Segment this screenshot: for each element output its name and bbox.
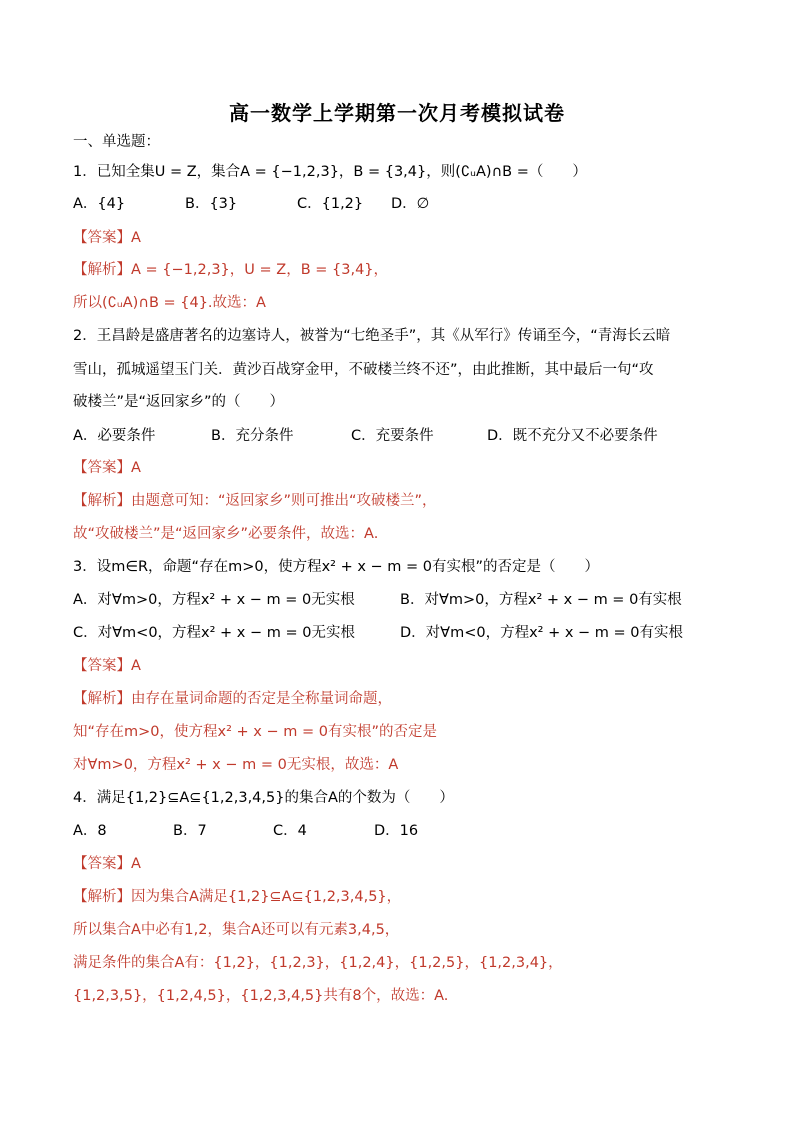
q4-analysis-line2: 所以集合A中必有1,2，集合A还可以有元素3,4,5， bbox=[73, 922, 400, 938]
q3-options-row1 bbox=[73, 590, 682, 610]
q2-stem-line2: 雪山，孤城遥望玉门关．黄沙百战穿金甲，不破楼兰终不还”，由此推断，其中最后一句“攻 bbox=[73, 362, 654, 378]
q3-option-d: D．对∀m<0，方程x² + x − m = 0有实根 bbox=[400, 625, 684, 641]
q1-options bbox=[73, 194, 429, 214]
q4-option-a: A．8 bbox=[73, 823, 107, 839]
q2-options bbox=[73, 426, 658, 446]
q4-analysis-line4: {1,2,3,5}，{1,2,4,5}，{1,2,3,4,5}共有8个，故选：A. bbox=[73, 988, 449, 1004]
q3-options-row2 bbox=[73, 623, 683, 643]
q4-option-c: C．4 bbox=[273, 823, 307, 839]
q3-option-a: A．对∀m>0，方程x² + x − m = 0无实根 bbox=[73, 592, 355, 608]
q3-analysis-line1: 【解析】由存在量词命题的否定是全称量词命题， bbox=[73, 691, 392, 707]
q2-analysis-line2: 故“攻破楼兰”是“返回家乡”必要条件，故选：A. bbox=[73, 526, 379, 542]
page-title: 高一数学上学期第一次月考模拟试卷 bbox=[229, 101, 565, 125]
q2-stem-line1: 2．王昌龄是盛唐著名的边塞诗人，被誉为“七绝圣手”，其《从军行》传诵至今，“青海长云暗 bbox=[73, 328, 671, 344]
q2-analysis-line1: 【解析】由题意可知：“返回家乡”则可推出“攻破楼兰”， bbox=[73, 493, 437, 509]
q4-analysis-line1: 【解析】因为集合A满足{1,2}⊆A⊆{1,2,3,4,5}， bbox=[73, 889, 402, 905]
q1-option-d: D．∅ bbox=[391, 196, 430, 212]
q2-option-d: D．既不充分又不必要条件 bbox=[487, 428, 658, 444]
q2-option-b: B．充分条件 bbox=[211, 428, 294, 444]
q1-option-c: C．{1,2} bbox=[297, 196, 364, 212]
q2-answer: 【答案】A bbox=[73, 460, 141, 476]
q3-option-b: B．对∀m>0，方程x² + x − m = 0有实根 bbox=[400, 592, 682, 608]
q3-answer: 【答案】A bbox=[73, 658, 141, 674]
q4-options bbox=[73, 821, 418, 841]
q1-analysis-line1: 【解析】A = {−1,2,3}，U = Z，B = {3,4}， bbox=[73, 262, 389, 278]
q3-analysis-line3: 对∀m>0，方程x² + x − m = 0无实根，故选：A bbox=[73, 757, 399, 773]
q1-option-a: A．{4} bbox=[73, 196, 126, 212]
q4-option-b: B．7 bbox=[173, 823, 207, 839]
q2-option-c: C．充要条件 bbox=[351, 428, 434, 444]
q4-answer: 【答案】A bbox=[73, 856, 141, 872]
q4-option-d: D．16 bbox=[374, 823, 419, 839]
q4-analysis-line3: 满足条件的集合A有：{1,2}，{1,2,3}，{1,2,4}，{1,2,5}，{1,2,3,4}， bbox=[73, 955, 563, 971]
q1-answer: 【答案】A bbox=[73, 230, 141, 246]
q3-option-c: C．对∀m<0，方程x² + x − m = 0无实根 bbox=[73, 625, 355, 641]
section-heading: 一、单选题： bbox=[73, 134, 160, 150]
q2-option-a: A．必要条件 bbox=[73, 428, 156, 444]
q2-stem-line3: 破楼兰”是“返回家乡”的（ ） bbox=[73, 394, 285, 410]
q1-analysis-line2: 所以(∁ᵤA)∩B = {4}.故选：A bbox=[73, 295, 266, 311]
q4-stem: 4．满足{1,2}⊆A⊆{1,2,3,4,5}的集合A的个数为（ ） bbox=[73, 790, 454, 806]
q3-stem: 3．设m∈R，命题“存在m>0，使方程x² + x − m = 0有实根”的否定是（ ） bbox=[73, 559, 600, 575]
q1-option-b: B．{3} bbox=[185, 196, 238, 212]
q1-stem: 1．已知全集U = Z，集合A = {−1,2,3}，B = {3,4}，则(∁ᵤA)∩B =（ ） bbox=[73, 164, 587, 180]
q3-analysis-line2: 知“存在m>0，使方程x² + x − m = 0有实根”的否定是 bbox=[73, 724, 437, 740]
